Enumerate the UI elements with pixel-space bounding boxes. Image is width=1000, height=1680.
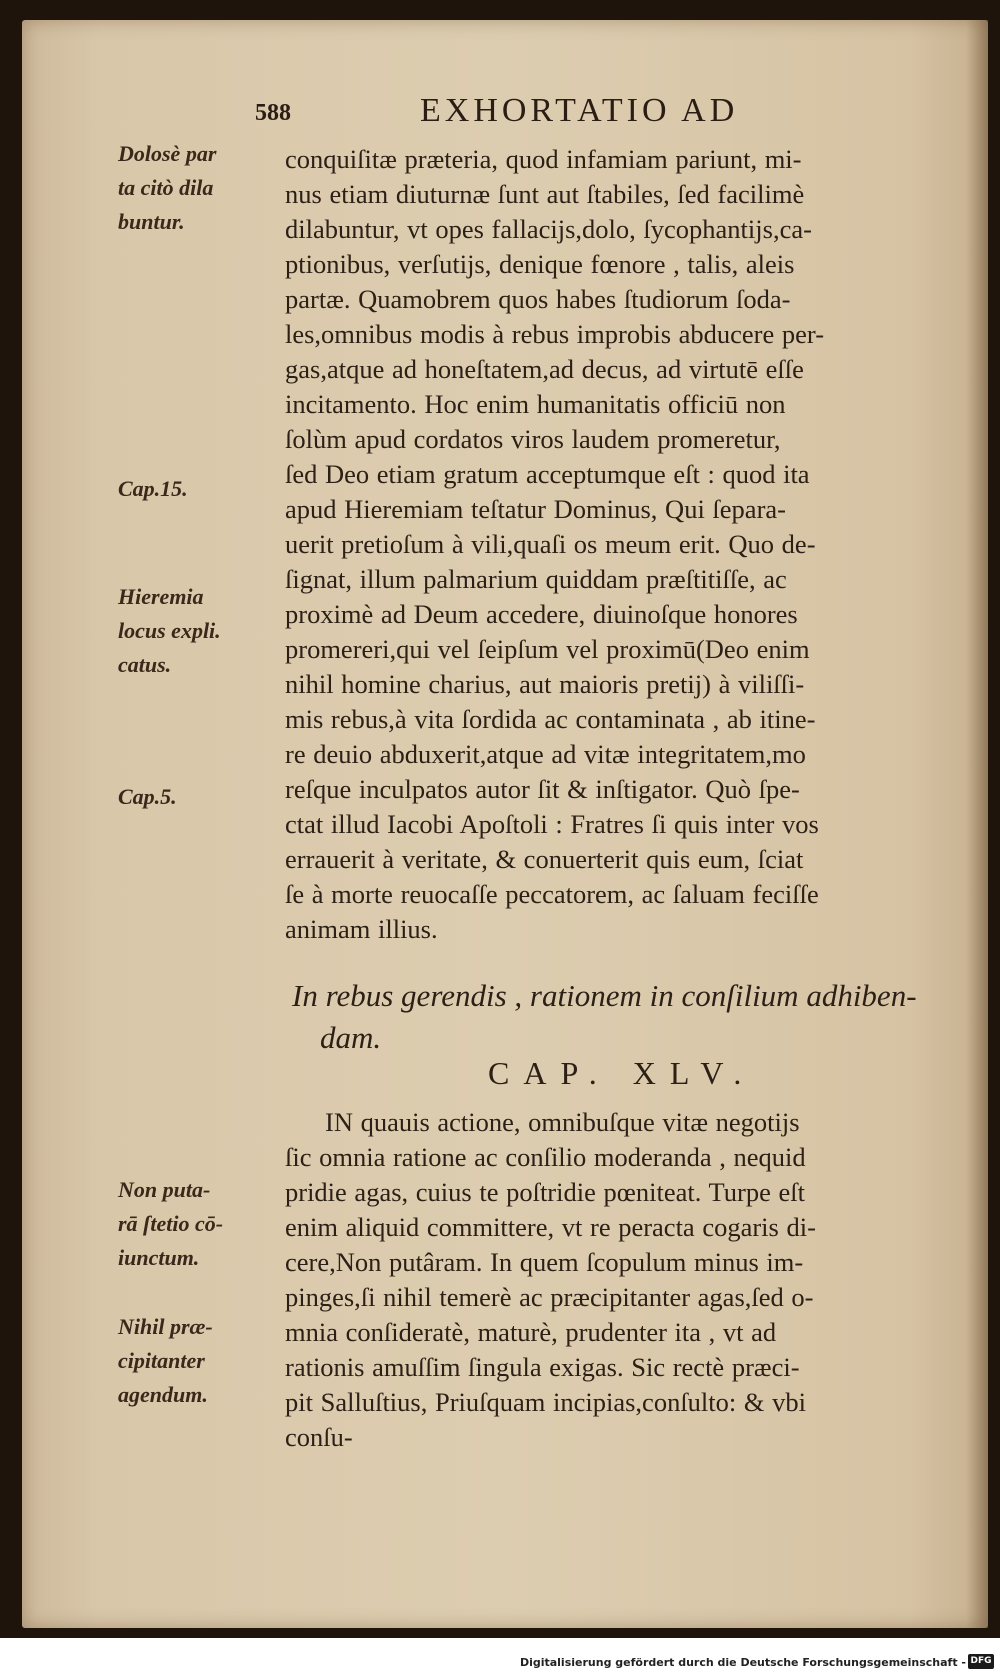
margin-note-line: Cap.15. (118, 476, 188, 501)
text-line: pinges,ſi nihil temerè ac præcipitanter agas,ſed o- (285, 1282, 814, 1312)
margin-note-dolose (118, 137, 278, 239)
text-line: ſed Deo etiam gratum acceptumque eſt : quod ita (285, 459, 810, 489)
text-line: pridie agas, cuius te poſtridie pœniteat. Turpe eſt (285, 1177, 805, 1207)
margin-note-line: rā ſtetio cō- (118, 1211, 224, 1236)
margin-note-cap5 (118, 780, 278, 814)
section-title-line: dam. (320, 1020, 382, 1055)
text-line: ptionibus, verſutijs, denique fœnore , talis, aleis (285, 249, 795, 279)
chapter-heading: CAP. XLV. (488, 1055, 756, 1091)
margin-note-line: Dolosè par (118, 141, 217, 166)
margin-note-line: catus. (118, 652, 172, 677)
margin-note-line: Non puta- (118, 1177, 211, 1202)
margin-note-line: iunctum. (118, 1245, 200, 1270)
text-line: re deuio abduxerit,atque ad vitæ integritatem,mo (285, 739, 806, 769)
text-line: ſignat, illum palmarium quiddam præſtitiſſe, ac (285, 564, 787, 594)
text-line: gas,atque ad honeſtatem,ad decus, ad virtutē eſſe (285, 354, 804, 384)
catchword: conſu- (285, 1422, 353, 1452)
text-line: cere,Non putâram. In quem ſcopulum minus im- (285, 1247, 804, 1277)
text-line: mis rebus,à vita ſordida ac contaminata , ab itine- (285, 704, 816, 734)
paragraph-2 (285, 1105, 955, 1455)
text-line: mnia conſideratè, maturè, prudenter ita , vt ad (285, 1317, 777, 1347)
footer-credit: Digitalisierung gefördert durch die Deutsche Forschungsgemeinschaft - (519, 1656, 966, 1669)
text-line: ctat illud Iacobi Apoſtoli : Fratres ſi quis inter vos (285, 809, 819, 839)
margin-note-line: ta citò dila (118, 175, 214, 200)
text-line: errauerit à veritate, & conuerterit quis eum, ſciat (285, 844, 804, 874)
text-line: nihil homine charius, aut maioris pretij) à viliſſi- (285, 669, 805, 699)
text-line: conquiſitæ præteria, quod infamiam pariunt, mi- (285, 144, 802, 174)
text-line: apud Hieremiam teſtatur Dominus, Qui ſepara- (285, 494, 786, 524)
text-line: pit Salluſtius, Priuſquam incipias,conſulto: & vbi (285, 1387, 806, 1417)
footer-bar (0, 1650, 1000, 1680)
text-line: partæ. Quamobrem quos habes ſtudiorum ſoda- (285, 284, 791, 314)
margin-note-line: Nihil præ- (118, 1314, 213, 1339)
margin-note-line: Cap.5. (118, 784, 177, 809)
margin-note-nihil (118, 1310, 278, 1412)
margin-note-line: cipitanter (118, 1348, 205, 1373)
running-title: EXHORTATIO AD (420, 92, 739, 129)
text-line: uerit pretioſum à vili,quaſi os meum erit. Quo de- (285, 529, 816, 559)
section-title (292, 975, 952, 1059)
page-header (0, 92, 1000, 132)
text-line: proximè ad Deum accedere, diuinoſque honores (285, 599, 798, 629)
page-number: 588 (255, 100, 291, 126)
text-line: rationis amuſſim ſingula exigas. Sic rectè præci- (285, 1352, 800, 1382)
page-edge-shadow (966, 20, 988, 1628)
section-title-line: In rebus gerendis , rationem in conſilium adhiben- (292, 978, 917, 1013)
text-line: nus etiam diuturnæ ſunt aut ſtabiles, ſed facilimè (285, 179, 805, 209)
margin-note-non-putaram (118, 1173, 278, 1275)
text-line: enim aliquid committere, vt re peracta cogaris di- (285, 1212, 816, 1242)
text-line: ſe à morte reuocaſſe peccatorem, ac ſaluam feciſſe (285, 879, 819, 909)
text-line: dilabuntur, vt opes fallacijs,dolo, ſycophantijs,ca- (285, 214, 812, 244)
margin-note-hieremia (118, 580, 278, 682)
text-line: ſolùm apud cordatos viros laudem promeretur, (285, 424, 781, 454)
text-line: promereri,qui vel ſeipſum vel proximū(Deo enim (285, 634, 810, 664)
margin-note-line: buntur. (118, 209, 185, 234)
margin-note-line: agendum. (118, 1382, 208, 1407)
margin-note-line: locus expli. (118, 618, 221, 643)
paragraph-1 (285, 142, 955, 947)
text-line: ſic omnia ratione ac conſilio moderanda , nequid (285, 1142, 806, 1172)
text-line: les,omnibus modis à rebus improbis abducere per- (285, 319, 825, 349)
text-line: IN quauis actione, omnibuſque vitæ negotijs (325, 1107, 800, 1137)
text-line: reſque inculpatos autor ſit & inſtigator. Quò ſpe- (285, 774, 800, 804)
text-line: animam illius. (285, 914, 438, 944)
dfg-logo: DFG (968, 1654, 994, 1669)
text-line: incitamento. Hoc enim humanitatis officiū non (285, 389, 786, 419)
margin-note-line: Hieremia (118, 584, 204, 609)
margin-note-cap15 (118, 472, 278, 506)
